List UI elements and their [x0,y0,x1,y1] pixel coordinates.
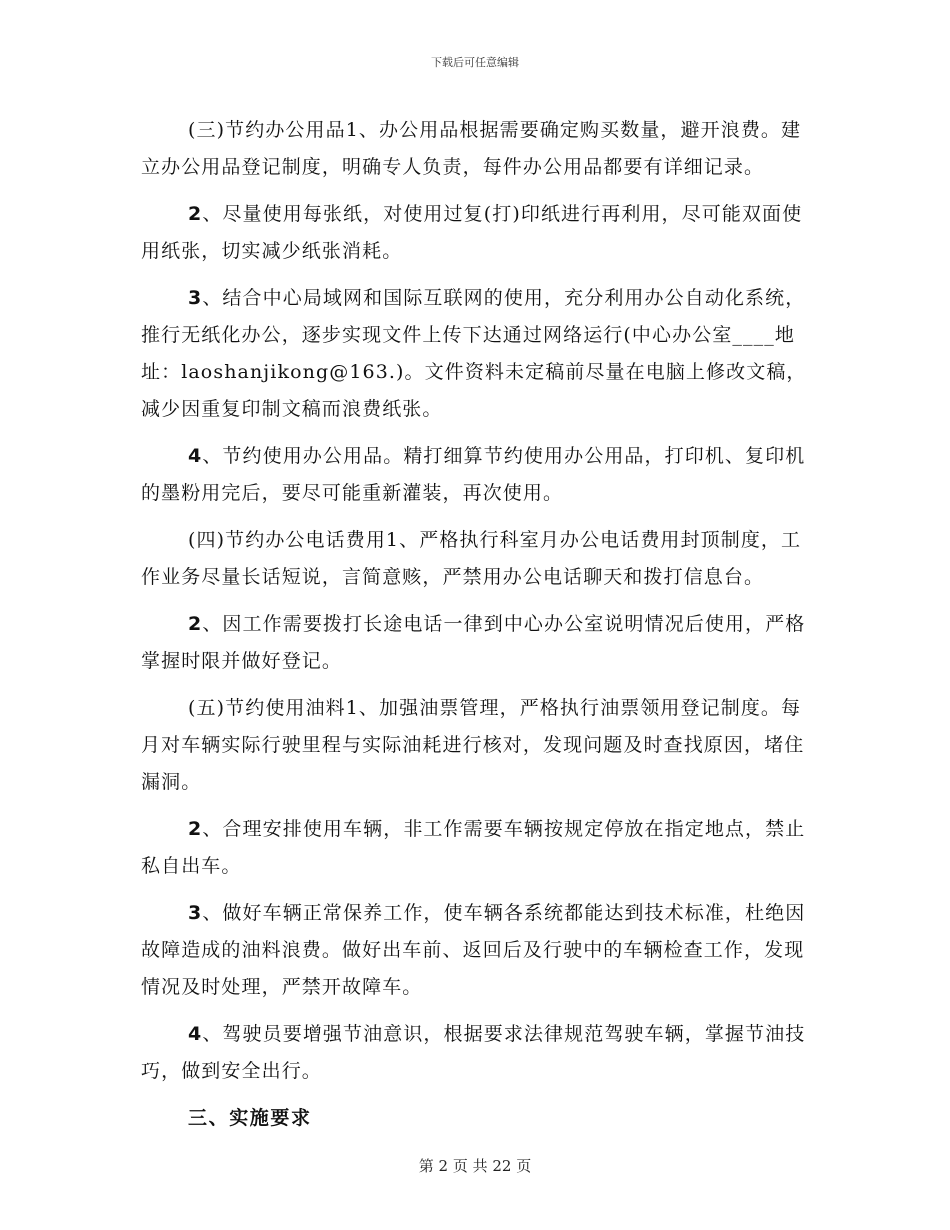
paragraph-text: (五)节约使用油料1、加强油票管理，严格执行油票领用登记制度。每月对车辆实际行驶里程与实际油耗进行核对，发现问题及时查找原因，堵住漏洞。 [141,697,805,793]
page-header: 下载后可任意编辑 [431,56,519,69]
page-number: 第 2 页 共 22 页 [418,1157,532,1175]
paragraph-text: 、因工作需要拨打长途电话一律到中心办公室说明情况后使用，严格掌握时限并做好登记。 [141,613,806,672]
paragraph-driver-awareness [141,1016,811,1090]
paragraph-text: (四)节约办公电话费用1、严格执行科室月办公电话费用封顶制度，工作业务尽量长话短说，言简意赅，严禁用办公电话聊天和拨打信息台。 [141,529,802,588]
item-number: 2 [188,203,203,225]
paragraph-text: 、驾驶员要增强节油意识，根据要求法律规范驾驶车辆，掌握节油技巧，做到安全出行。 [141,1023,806,1082]
document-body [141,112,811,1137]
paragraph-text: 、尽量使用每张纸，对使用过复(打)印纸进行再利用，尽可能双面使用纸张，切实减少纸张消耗。 [141,203,803,262]
section-heading: 三、实施要求 [188,1107,312,1129]
paragraph-phone-costs [141,522,811,596]
item-number: 3 [188,287,203,309]
paragraph-fuel-management [141,690,811,801]
paragraph-text: (三)节约办公用品1、办公用品根据需要确定购买数量，避开浪费。建立办公用品登记制度，明确专人负责，每件办公用品都要有详细记录。 [141,119,802,178]
item-number: 4 [188,445,203,467]
paragraph-paper-reuse [141,196,811,270]
paragraph-text: 、做好车辆正常保养工作，使车辆各系统都能达到技术标准，杜绝因故障造成的油料浪费。做好出车前、返回后及行驶中的车辆检查工作，发现情况及时处理，严禁开故障车。 [141,902,806,998]
paragraph-text: 、节约使用办公用品。精打细算节约使用办公用品，打印机、复印机的墨粉用完后，要尽可能重新灌装，再次使用。 [141,445,806,504]
paragraph-vehicle-maintenance [141,895,811,1006]
item-number: 2 [188,818,203,840]
item-number: 3 [188,902,203,924]
paragraph-text: 、合理安排使用车辆，非工作需要车辆按规定停放在指定地点，禁止私自出车。 [141,818,806,877]
paragraph-office-supplies [141,112,811,186]
item-number: 4 [188,1023,203,1045]
paragraph-paperless-office [141,280,811,428]
paragraph-toner-refill [141,438,811,512]
paragraph-long-distance-calls [141,606,811,680]
paragraph-vehicle-use [141,811,811,885]
paragraph-text: 、结合中心局域网和国际互联网的使用，充分利用办公自动化系统，推行无纸化办公，逐步实现文件上传下达通过网络运行(中心办公室____地址：laoshanjikong@163.)。文件资料未定稿前尽量在电脑上修改文稿，减少因重复印制文稿而浪费纸张。 [141,287,807,420]
item-number: 2 [188,613,203,635]
